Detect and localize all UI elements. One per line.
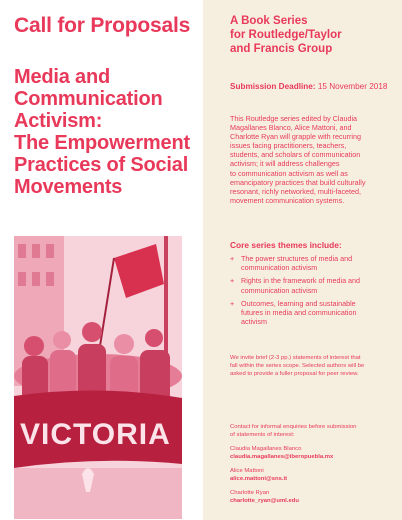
contact-person: [230, 445, 398, 461]
title-line: Practices of Social: [14, 154, 189, 176]
title-line: Activism:: [14, 110, 103, 132]
description-line: emancipatory practices that build culturally: [230, 177, 366, 187]
submission-deadline: [230, 82, 387, 91]
photo-person-head: [82, 322, 102, 342]
contact-person: [230, 467, 398, 483]
photo-building: [32, 244, 40, 258]
photo-building: [46, 272, 54, 286]
description-line: Magallanes Blanco, Alice Mattoni, and: [230, 123, 352, 133]
photo-building: [18, 244, 26, 258]
description-line: issues facing practitioners, teachers,: [230, 141, 347, 151]
photo-person-head: [145, 329, 163, 347]
theme-item: [230, 299, 398, 327]
invitation-text: [230, 354, 398, 378]
theme-line: communication activism: [241, 263, 318, 273]
theme-item: [230, 276, 398, 294]
title-line: The Empowerment: [14, 132, 190, 154]
contact-name: Charlotte Ryan: [230, 490, 270, 496]
theme-line: activism: [241, 317, 267, 327]
photo-building: [18, 272, 26, 286]
plus-icon: +: [230, 276, 235, 286]
photo-banner-text: VICTORIA: [20, 418, 171, 451]
contact-person: [230, 489, 398, 505]
series-line: A Book Series: [230, 15, 308, 27]
photo-person-head: [53, 331, 71, 349]
protest-photo: [14, 236, 182, 519]
book-series-heading: [230, 14, 342, 56]
description-line: students, and scholars of communication: [230, 150, 361, 160]
contact-email-link[interactable]: alice.mattoni@sns.it: [230, 476, 288, 482]
description-line: This Routledge series edited by Claudia: [230, 114, 358, 123]
contact-intro-line: Contact for informal enquiries before submission: [230, 424, 357, 430]
title-line: Media and: [14, 66, 110, 88]
photo-ground: [14, 468, 182, 519]
contact-email-link[interactable]: charlotte_ryan@uml.edu: [230, 498, 299, 504]
theme-line: futures in media and communication: [241, 308, 357, 318]
series-description: [230, 114, 395, 205]
proposal-title: [14, 66, 200, 198]
theme-line: Rights in the framework of media and: [241, 276, 361, 286]
themes-heading: Core series themes include:: [230, 240, 342, 250]
contact-section: [230, 423, 398, 505]
themes-list: [230, 254, 398, 330]
photo-person-head: [24, 336, 44, 356]
theme-line: The power structures of media and: [241, 254, 353, 263]
contact-name: Alice Mattoni: [230, 468, 264, 474]
plus-icon: +: [230, 254, 235, 263]
title-line: Communication: [14, 88, 163, 110]
description-line: activism; it will address challenges: [230, 159, 340, 169]
invite-line: We invite brief (2-3 pp.) statements of interest that: [230, 355, 361, 361]
description-line: movement communication systems.: [230, 195, 345, 205]
deadline-label: Submission Deadline:: [230, 82, 316, 91]
photo-building: [32, 272, 40, 286]
photo-building: [46, 244, 54, 258]
description-line: to communication activism as well as: [230, 168, 348, 178]
call-for-proposals-heading: Call for Proposals: [14, 14, 191, 37]
theme-item: [230, 254, 398, 272]
title-line: Movements: [14, 176, 123, 198]
series-line: for Routledge/Taylor: [230, 29, 342, 41]
photo-person-head: [114, 334, 134, 354]
contact-email-link[interactable]: claudia.magallanes@iberopuebla.mx: [230, 454, 334, 460]
description-line: Charlotte Ryan will grapple with recurring: [230, 132, 362, 142]
plus-icon: +: [230, 298, 235, 308]
deadline-date: 15 November 2018: [317, 82, 388, 91]
description-line: resonant, richly networked, multi-faceted,: [230, 186, 362, 196]
contact-name: Claudia Magallanes Blanco: [230, 446, 302, 452]
invite-line: fall within the series scope. Selected authors will be: [230, 363, 365, 369]
contact-intro-line: of statements of interest:: [230, 432, 295, 438]
invite-line: asked to provide a fuller proposal for peer review.: [230, 371, 359, 377]
theme-line: Outcomes, learning and sustainable: [241, 298, 356, 308]
theme-line: communication activism: [241, 285, 318, 295]
series-line: and Francis Group: [230, 43, 333, 55]
